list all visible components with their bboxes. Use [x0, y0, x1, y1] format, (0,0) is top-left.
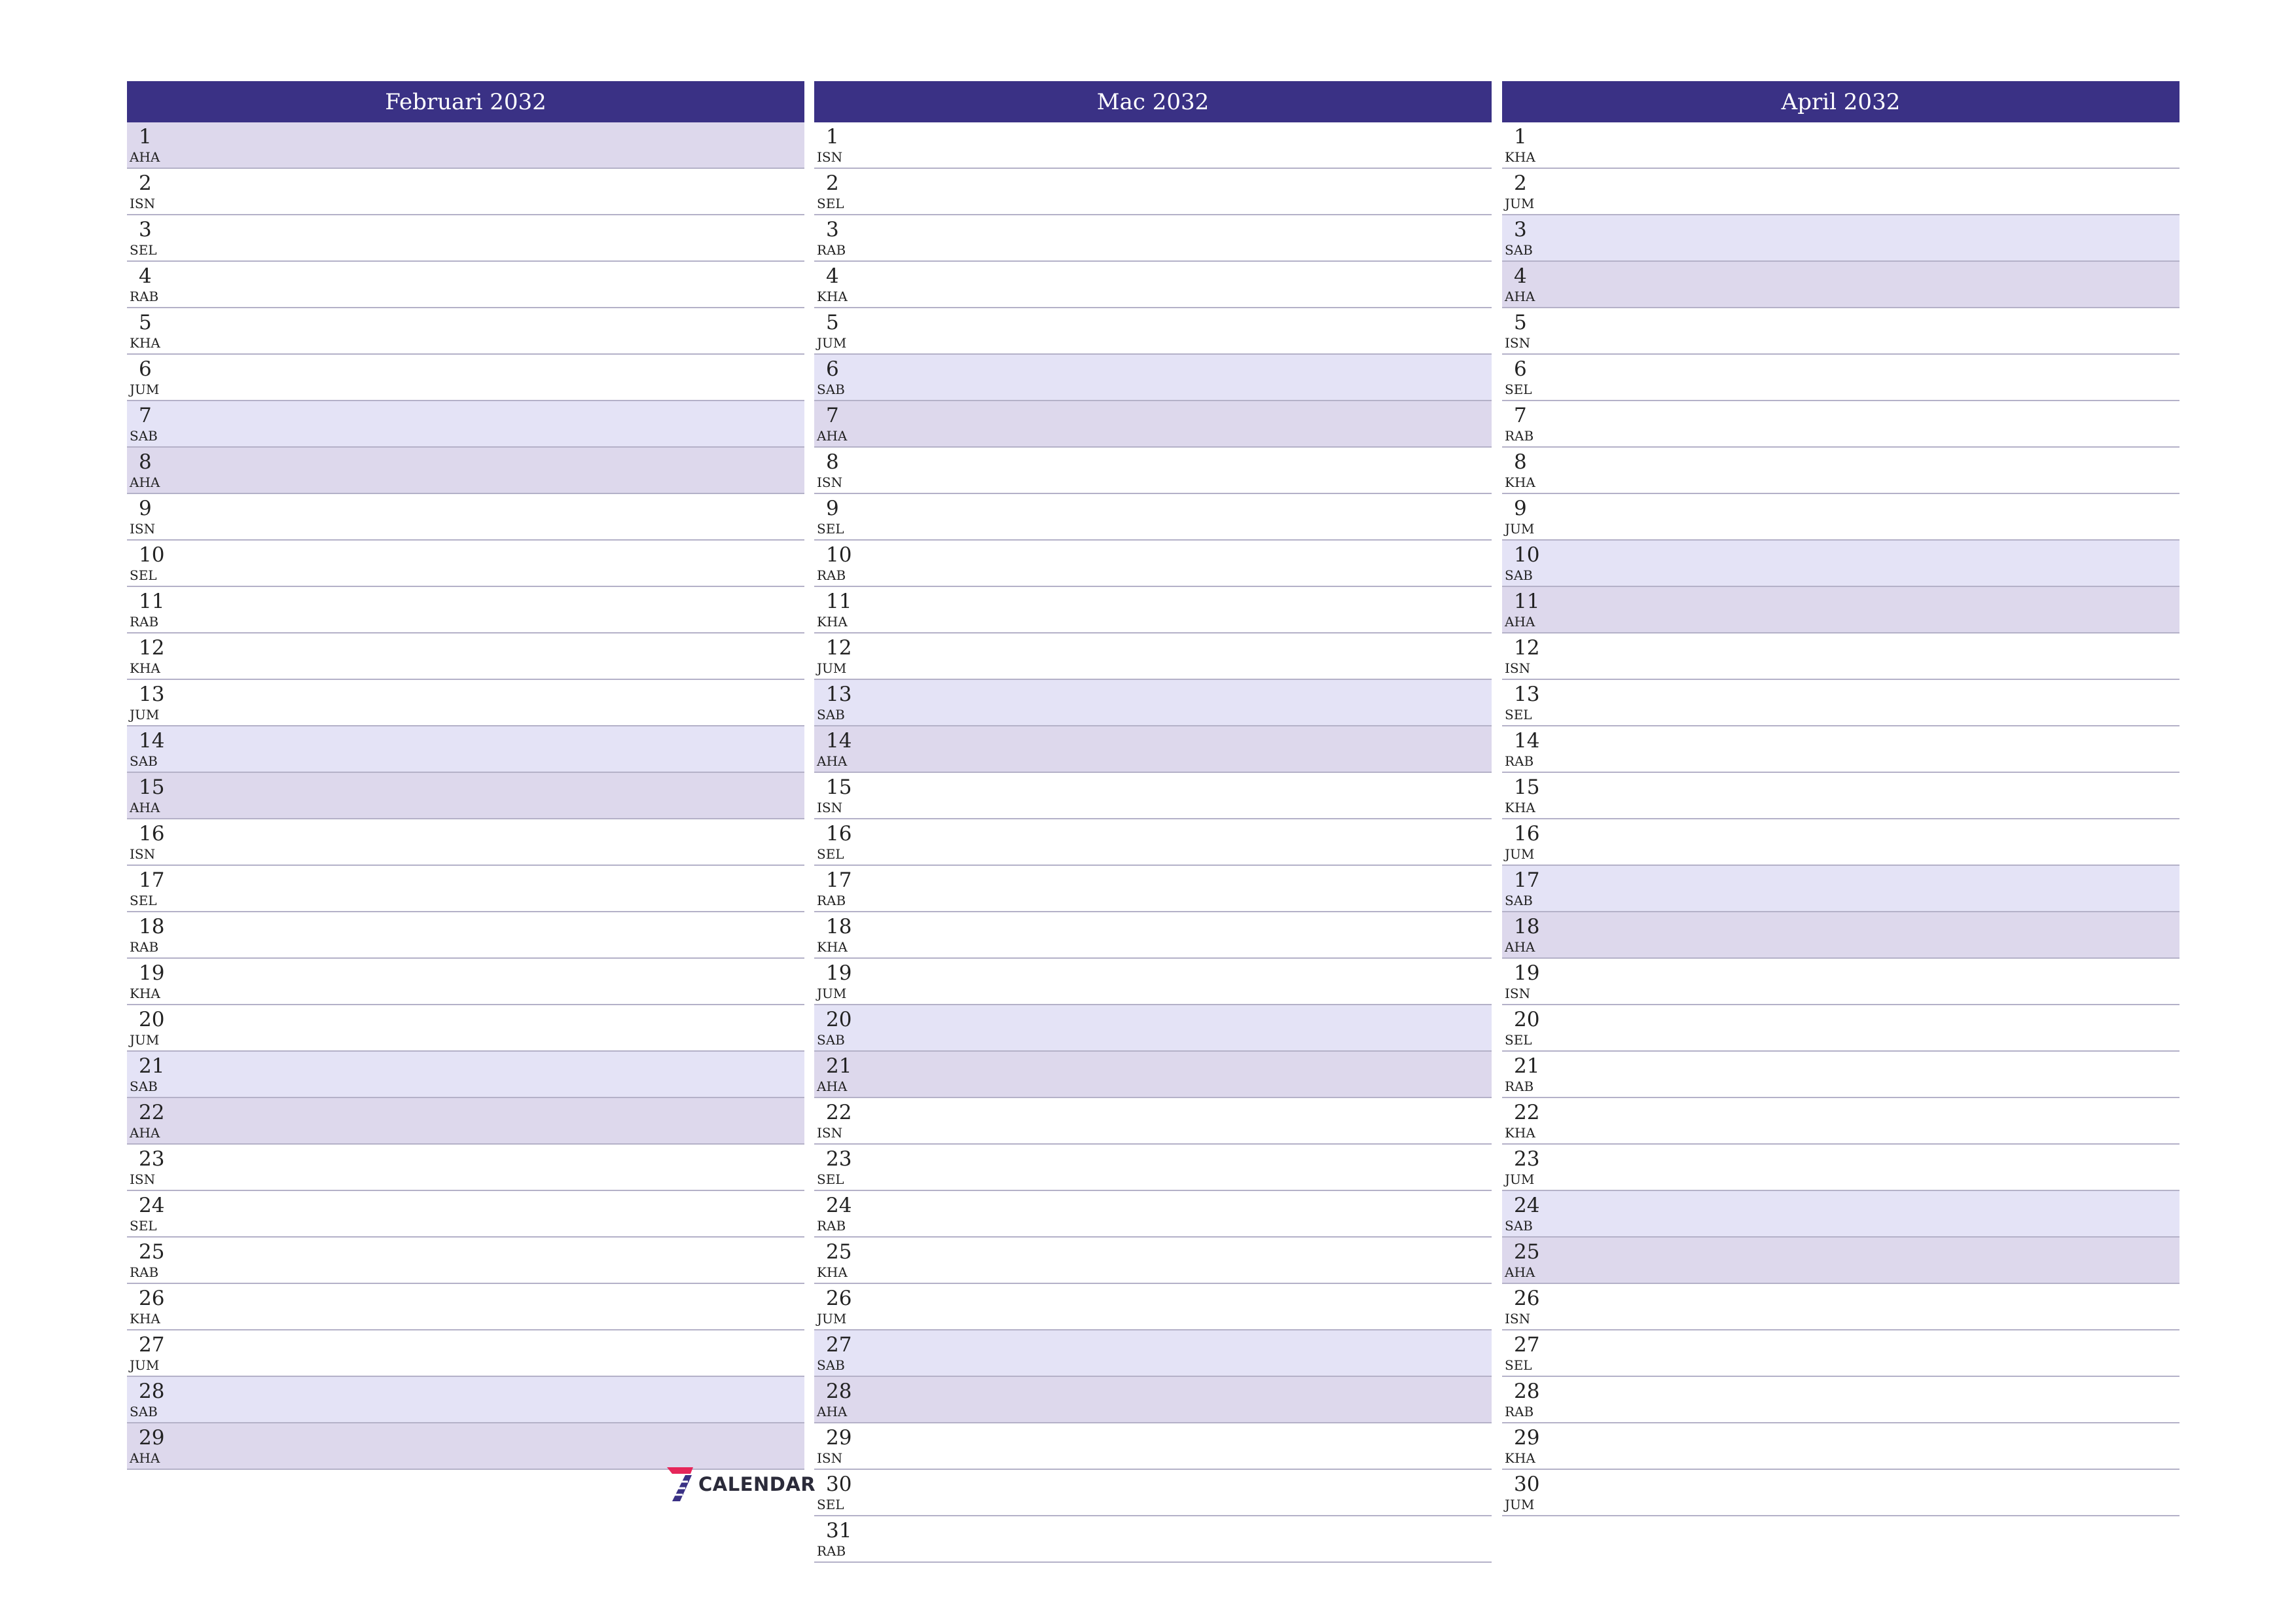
day-row [814, 401, 1492, 448]
day-number: 31 [826, 1519, 852, 1543]
day-number: 29 [1514, 1426, 1540, 1450]
day-row [127, 680, 804, 726]
day-row [127, 773, 804, 819]
weekday-label: RAB [1505, 1404, 1534, 1419]
weekday-label: KHA [1505, 800, 1535, 815]
weekday-label: JUM [130, 707, 160, 722]
day-number: 8 [139, 450, 152, 474]
day-row [814, 122, 1492, 169]
day-row [127, 1377, 804, 1423]
day-row [127, 1005, 804, 1052]
day-number: 11 [1514, 590, 1540, 613]
month-header: Februari 2032 [127, 81, 804, 122]
day-number: 23 [1514, 1147, 1540, 1171]
day-row [127, 633, 804, 680]
day-number: 15 [139, 776, 165, 799]
weekday-label: SEL [817, 846, 844, 862]
weekday-label: SEL [817, 196, 844, 211]
day-number: 28 [826, 1380, 852, 1403]
day-row [1502, 1284, 2179, 1330]
day-number: 30 [1514, 1472, 1540, 1496]
day-row [1502, 1377, 2179, 1423]
day-number: 24 [826, 1194, 852, 1217]
day-number: 11 [139, 590, 165, 613]
weekday-label: ISN [817, 1450, 843, 1466]
day-row [814, 959, 1492, 1005]
day-number: 27 [826, 1333, 852, 1357]
weekday-label: AHA [130, 1125, 160, 1141]
day-number: 10 [826, 543, 852, 567]
day-row [814, 541, 1492, 587]
weekday-label: SAB [1505, 1218, 1533, 1234]
day-number: 10 [1514, 543, 1540, 567]
day-number: 3 [1514, 218, 1527, 241]
weekday-label: AHA [1505, 939, 1535, 955]
day-number: 17 [826, 868, 852, 892]
day-row [814, 169, 1492, 215]
day-number: 13 [1514, 683, 1540, 706]
day-row [1502, 262, 2179, 308]
day-row [127, 401, 804, 448]
day-number: 18 [139, 915, 165, 938]
day-row [1502, 1330, 2179, 1377]
day-list [814, 122, 1492, 1563]
day-number: 5 [826, 311, 839, 334]
weekday-label: RAB [817, 1543, 846, 1559]
day-row [1502, 1145, 2179, 1191]
day-row [1502, 1005, 2179, 1052]
day-row [814, 1145, 1492, 1191]
weekday-label: KHA [817, 939, 848, 955]
day-number: 12 [1514, 636, 1540, 660]
weekday-label: AHA [817, 428, 848, 444]
weekday-label: ISN [817, 149, 843, 165]
day-number: 15 [1514, 776, 1540, 799]
day-number: 22 [826, 1101, 852, 1124]
day-number: 13 [826, 683, 852, 706]
weekday-label: RAB [817, 242, 846, 258]
day-number: 14 [139, 729, 165, 753]
day-number: 16 [139, 822, 165, 846]
day-row [127, 308, 804, 355]
day-row [1502, 1191, 2179, 1238]
day-row [1502, 169, 2179, 215]
weekday-label: SEL [130, 1218, 157, 1234]
day-row [127, 1052, 804, 1098]
day-row [814, 1284, 1492, 1330]
day-row [127, 448, 804, 494]
day-number: 6 [139, 357, 152, 381]
day-number: 14 [826, 729, 852, 753]
seven-logo-icon [664, 1466, 694, 1503]
weekday-label: AHA [1505, 1264, 1535, 1280]
day-row [1502, 866, 2179, 912]
day-row [814, 587, 1492, 633]
day-number: 1 [1514, 125, 1527, 149]
weekday-label: JUM [817, 1311, 847, 1327]
calendar-logo [664, 1466, 816, 1503]
day-number: 25 [139, 1240, 165, 1264]
day-row [127, 1284, 804, 1330]
weekday-label: SEL [817, 1497, 844, 1512]
weekday-label: KHA [130, 335, 160, 351]
logo-text: CALENDAR [698, 1473, 816, 1495]
day-number: 6 [826, 357, 839, 381]
day-row [814, 1423, 1492, 1470]
day-row [814, 912, 1492, 959]
day-number: 2 [826, 171, 839, 195]
weekday-label: RAB [130, 939, 159, 955]
day-number: 15 [826, 776, 852, 799]
day-list [127, 122, 804, 1470]
day-row [814, 1516, 1492, 1563]
day-number: 24 [139, 1194, 165, 1217]
day-row [127, 912, 804, 959]
weekday-label: RAB [817, 567, 846, 583]
day-number: 3 [139, 218, 152, 241]
weekday-label: RAB [130, 289, 159, 304]
weekday-label: KHA [817, 614, 848, 630]
day-row [127, 1145, 804, 1191]
weekday-label: SEL [1505, 1032, 1532, 1048]
day-number: 2 [1514, 171, 1527, 195]
weekday-label: KHA [130, 660, 160, 676]
weekday-label: SEL [817, 521, 844, 537]
day-row [127, 355, 804, 401]
day-row [814, 1238, 1492, 1284]
weekday-label: SAB [817, 1357, 845, 1373]
weekday-label: SEL [130, 893, 157, 908]
day-number: 12 [826, 636, 852, 660]
day-number: 21 [139, 1054, 165, 1078]
day-number: 26 [1514, 1287, 1540, 1310]
weekday-label: KHA [1505, 1125, 1535, 1141]
weekday-label: ISN [130, 846, 156, 862]
day-row [1502, 587, 2179, 633]
weekday-label: RAB [1505, 428, 1534, 444]
day-row [1502, 494, 2179, 541]
day-row [127, 215, 804, 262]
day-row [127, 866, 804, 912]
day-row [1502, 308, 2179, 355]
weekday-label: AHA [130, 800, 160, 815]
weekday-label: SAB [130, 753, 158, 769]
day-row [127, 819, 804, 866]
day-row [127, 494, 804, 541]
weekday-label: ISN [1505, 335, 1531, 351]
day-row [1502, 680, 2179, 726]
day-row [1502, 1238, 2179, 1284]
day-number: 18 [1514, 915, 1540, 938]
day-row [814, 448, 1492, 494]
weekday-label: KHA [1505, 149, 1535, 165]
weekday-label: SAB [817, 707, 845, 722]
weekday-label: JUM [1505, 196, 1535, 211]
day-number: 23 [139, 1147, 165, 1171]
day-row [1502, 448, 2179, 494]
day-number: 30 [826, 1472, 852, 1496]
day-row [127, 1423, 804, 1470]
weekday-label: ISN [130, 1171, 156, 1187]
weekday-label: AHA [1505, 614, 1535, 630]
day-number: 14 [1514, 729, 1540, 753]
day-number: 29 [826, 1426, 852, 1450]
day-number: 9 [826, 497, 839, 520]
day-row [814, 773, 1492, 819]
day-row [1502, 819, 2179, 866]
day-number: 19 [139, 961, 165, 985]
day-number: 22 [139, 1101, 165, 1124]
day-row [1502, 633, 2179, 680]
day-row [814, 1005, 1492, 1052]
day-number: 17 [1514, 868, 1540, 892]
weekday-label: SAB [130, 1079, 158, 1094]
day-number: 7 [1514, 404, 1527, 427]
weekday-label: JUM [1505, 846, 1535, 862]
day-row [1502, 401, 2179, 448]
weekday-label: ISN [1505, 1311, 1531, 1327]
day-number: 11 [826, 590, 852, 613]
weekday-label: AHA [130, 474, 160, 490]
day-number: 25 [1514, 1240, 1540, 1264]
weekday-label: JUM [1505, 521, 1535, 537]
day-row [127, 169, 804, 215]
weekday-label: JUM [130, 1032, 160, 1048]
day-number: 29 [139, 1426, 165, 1450]
day-row [127, 587, 804, 633]
weekday-label: JUM [1505, 1497, 1535, 1512]
day-row [814, 633, 1492, 680]
day-number: 8 [826, 450, 839, 474]
day-number: 20 [826, 1008, 852, 1031]
day-row [1502, 1052, 2179, 1098]
weekday-label: KHA [1505, 1450, 1535, 1466]
weekday-label: SEL [1505, 707, 1532, 722]
weekday-label: RAB [817, 1218, 846, 1234]
day-number: 10 [139, 543, 165, 567]
weekday-label: SEL [1505, 1357, 1532, 1373]
weekday-label: KHA [130, 1311, 160, 1327]
day-row [814, 494, 1492, 541]
weekday-label: ISN [130, 521, 156, 537]
weekday-label: JUM [130, 1357, 160, 1373]
day-row [127, 726, 804, 773]
day-number: 7 [826, 404, 839, 427]
day-row [1502, 355, 2179, 401]
day-row [1502, 959, 2179, 1005]
day-number: 21 [1514, 1054, 1540, 1078]
weekday-label: RAB [817, 893, 846, 908]
weekday-label: AHA [130, 149, 160, 165]
day-row [127, 541, 804, 587]
weekday-label: AHA [817, 1079, 848, 1094]
weekday-label: RAB [130, 614, 159, 630]
day-number: 5 [1514, 311, 1527, 334]
weekday-label: KHA [1505, 474, 1535, 490]
day-number: 22 [1514, 1101, 1540, 1124]
weekday-label: RAB [1505, 1079, 1534, 1094]
day-row [814, 1098, 1492, 1145]
weekday-label: JUM [130, 382, 160, 397]
day-row [814, 1470, 1492, 1516]
day-number: 23 [826, 1147, 852, 1171]
weekday-label: RAB [130, 1264, 159, 1280]
weekday-label: JUM [817, 986, 847, 1001]
day-row [814, 726, 1492, 773]
weekday-label: SEL [817, 1171, 844, 1187]
day-number: 13 [139, 683, 165, 706]
weekday-label: SAB [817, 382, 845, 397]
day-list [1502, 122, 2179, 1516]
day-number: 8 [1514, 450, 1527, 474]
day-number: 24 [1514, 1194, 1540, 1217]
weekday-label: AHA [130, 1450, 160, 1466]
day-number: 16 [1514, 822, 1540, 846]
day-row [127, 1191, 804, 1238]
month-column-march [814, 81, 1492, 1563]
day-number: 21 [826, 1054, 852, 1078]
day-number: 26 [139, 1287, 165, 1310]
day-number: 25 [826, 1240, 852, 1264]
day-row [127, 959, 804, 1005]
day-row [127, 262, 804, 308]
weekday-label: JUM [1505, 1171, 1535, 1187]
weekday-label: SAB [130, 428, 158, 444]
day-number: 9 [1514, 497, 1527, 520]
day-row [1502, 122, 2179, 169]
month-header: Mac 2032 [814, 81, 1492, 122]
day-number: 19 [1514, 961, 1540, 985]
day-row [814, 308, 1492, 355]
month-header: April 2032 [1502, 81, 2179, 122]
day-row [1502, 541, 2179, 587]
weekday-label: KHA [817, 1264, 848, 1280]
weekday-label: AHA [817, 753, 848, 769]
day-number: 16 [826, 822, 852, 846]
weekday-label: SAB [817, 1032, 845, 1048]
day-number: 3 [826, 218, 839, 241]
weekday-label: JUM [817, 335, 847, 351]
day-number: 12 [139, 636, 165, 660]
day-row [1502, 1470, 2179, 1516]
day-number: 1 [826, 125, 839, 149]
day-row [127, 1238, 804, 1284]
day-row [1502, 1423, 2179, 1470]
weekday-label: ISN [130, 196, 156, 211]
weekday-label: JUM [817, 660, 847, 676]
day-row [1502, 773, 2179, 819]
day-number: 28 [1514, 1380, 1540, 1403]
month-column-february [127, 81, 804, 1470]
weekday-label: SEL [130, 242, 157, 258]
day-row [127, 122, 804, 169]
day-row [814, 1377, 1492, 1423]
day-row [814, 215, 1492, 262]
day-number: 19 [826, 961, 852, 985]
day-row [127, 1098, 804, 1145]
day-row [127, 1330, 804, 1377]
day-row [814, 819, 1492, 866]
day-number: 28 [139, 1380, 165, 1403]
day-number: 9 [139, 497, 152, 520]
day-row [1502, 215, 2179, 262]
weekday-label: SAB [1505, 242, 1533, 258]
day-row [814, 1191, 1492, 1238]
day-row [814, 355, 1492, 401]
day-row [1502, 726, 2179, 773]
day-number: 20 [139, 1008, 165, 1031]
day-number: 6 [1514, 357, 1527, 381]
day-row [814, 1330, 1492, 1377]
weekday-label: AHA [1505, 289, 1535, 304]
day-number: 4 [826, 264, 839, 288]
weekday-label: ISN [1505, 660, 1531, 676]
weekday-label: ISN [817, 474, 843, 490]
weekday-label: RAB [1505, 753, 1534, 769]
day-number: 17 [139, 868, 165, 892]
day-number: 18 [826, 915, 852, 938]
weekday-label: SAB [1505, 567, 1533, 583]
day-number: 2 [139, 171, 152, 195]
month-column-april [1502, 81, 2179, 1516]
weekday-label: KHA [130, 986, 160, 1001]
day-row [814, 866, 1492, 912]
day-number: 26 [826, 1287, 852, 1310]
day-number: 1 [139, 125, 152, 149]
day-number: 27 [1514, 1333, 1540, 1357]
day-number: 4 [139, 264, 152, 288]
day-number: 7 [139, 404, 152, 427]
day-row [814, 262, 1492, 308]
weekday-label: ISN [1505, 986, 1531, 1001]
day-number: 27 [139, 1333, 165, 1357]
day-row [814, 680, 1492, 726]
weekday-label: ISN [817, 800, 843, 815]
day-number: 20 [1514, 1008, 1540, 1031]
day-row [814, 1052, 1492, 1098]
day-row [1502, 1098, 2179, 1145]
weekday-label: SEL [130, 567, 157, 583]
weekday-label: SAB [130, 1404, 158, 1419]
weekday-label: AHA [817, 1404, 848, 1419]
day-row [1502, 912, 2179, 959]
weekday-label: ISN [817, 1125, 843, 1141]
weekday-label: SAB [1505, 893, 1533, 908]
day-number: 4 [1514, 264, 1527, 288]
weekday-label: SEL [1505, 382, 1532, 397]
weekday-label: KHA [817, 289, 848, 304]
day-number: 5 [139, 311, 152, 334]
